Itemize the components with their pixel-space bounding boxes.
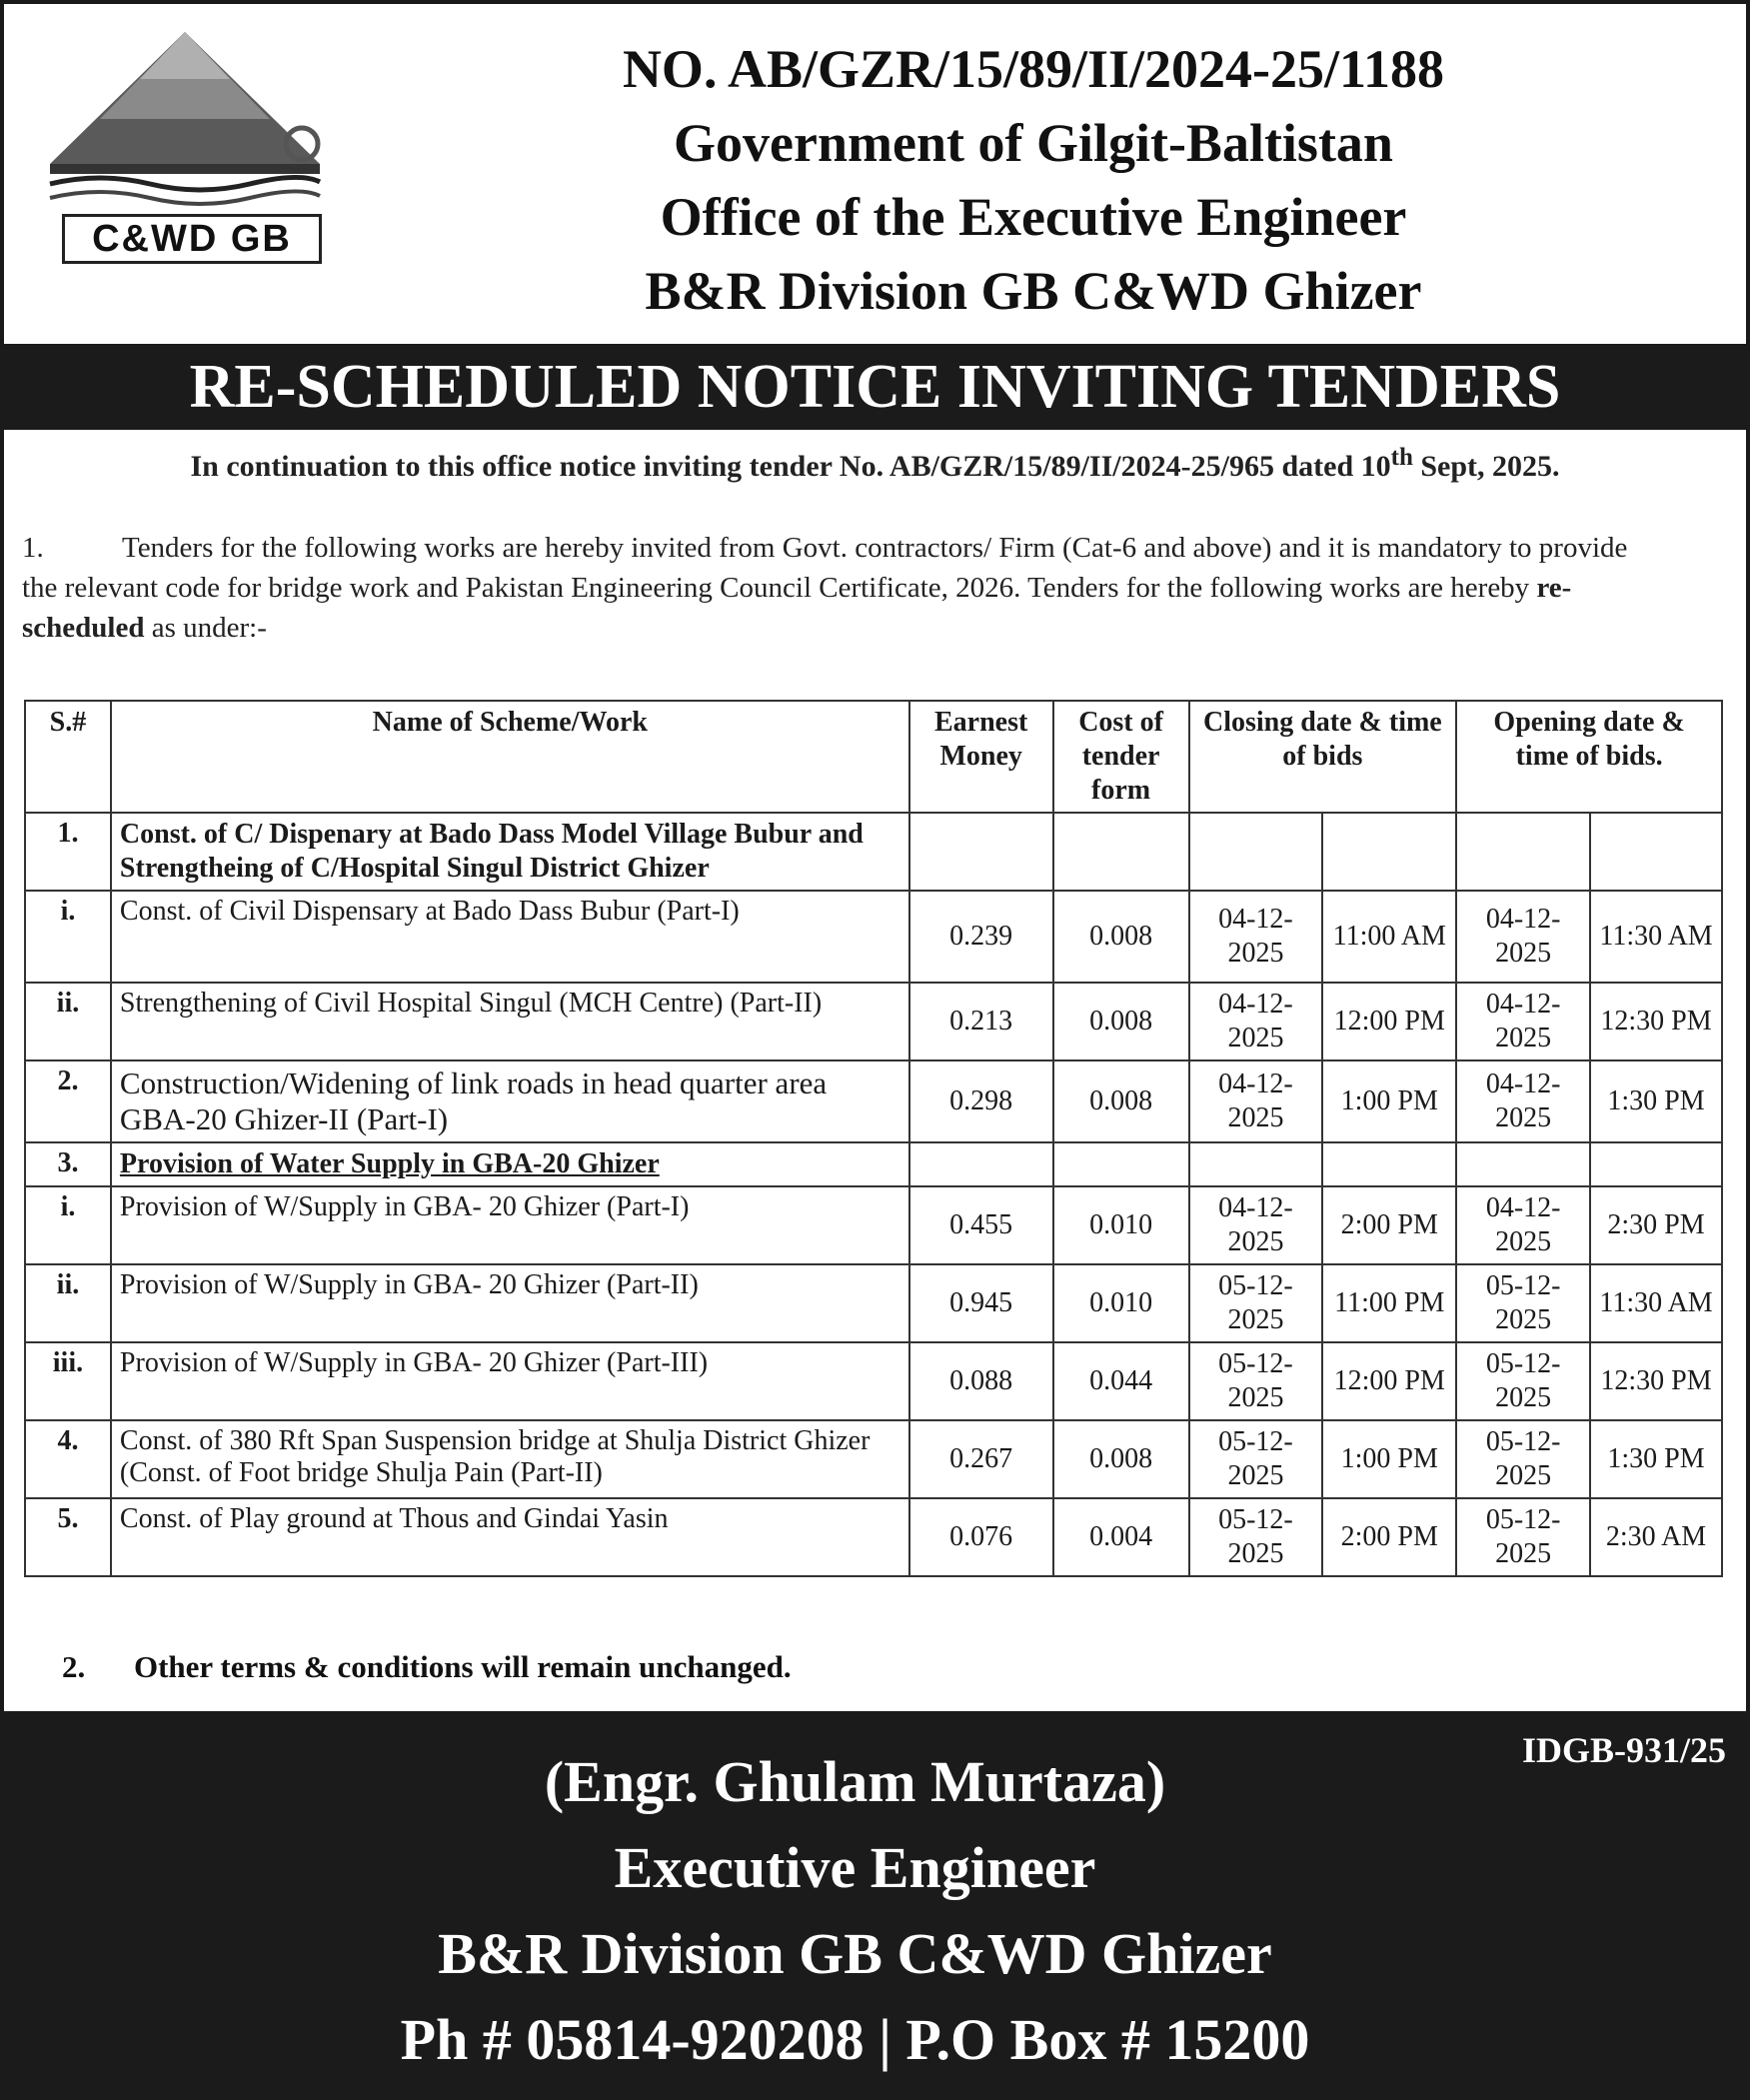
row-earnest: 0.267 <box>909 1420 1053 1498</box>
row-open-time: 11:30 AM <box>1590 891 1722 983</box>
tenders-table <box>24 700 1723 1577</box>
table-row <box>25 1342 1722 1420</box>
row-close-time: 11:00 AM <box>1322 891 1456 983</box>
row-close-date: 04-12-2025 <box>1189 891 1323 983</box>
row-open-date: 04-12-2025 <box>1456 891 1590 983</box>
row-open-date: 05-12-2025 <box>1456 1420 1590 1498</box>
row-name: Provision of W/Supply in GBA- 20 Ghizer (Part-I) <box>111 1186 909 1264</box>
cwd-logo <box>40 24 330 264</box>
table-row <box>25 1142 1722 1186</box>
table-row <box>25 1264 1722 1342</box>
row-open-time: 11:30 AM <box>1590 1264 1722 1342</box>
row-open-date: 04-12-2025 <box>1456 1186 1590 1264</box>
row-sn: 4. <box>25 1420 111 1498</box>
officer-division: B&R Division GB C&WD Ghizer <box>438 1921 1272 1986</box>
row-cost: 0.010 <box>1053 1264 1189 1342</box>
row-name: Const. of Civil Dispensary at Bado Dass Bubur (Part-I) <box>111 891 909 983</box>
row-cost: 0.008 <box>1053 891 1189 983</box>
government-name: Government of Gilgit-Baltistan <box>674 113 1393 173</box>
table-row <box>25 1186 1722 1264</box>
row-sn: i. <box>25 1186 111 1264</box>
officer-contact: Ph # 05814-920208 | P.O Box # 15200 <box>400 2007 1310 2072</box>
paragraph-2 <box>62 1649 792 1685</box>
row-close-date: 04-12-2025 <box>1189 1186 1323 1264</box>
row-name: Const. of 380 Rft Span Suspension bridge at Shulja District Ghizer (Const. of Foot bridge Shulja Pain (Part-II) <box>111 1420 909 1498</box>
row-cost: 0.008 <box>1053 983 1189 1060</box>
notice-title: RE-SCHEDULED NOTICE INVITING TENDERS <box>0 344 1750 430</box>
paragraph-2-number: 2. <box>62 1649 86 1684</box>
table-row <box>25 1060 1722 1142</box>
row-open-time: 12:30 PM <box>1590 983 1722 1060</box>
row-name: Strengthening of Civil Hospital Singul (MCH Centre) (Part-II) <box>111 983 909 1060</box>
row-sn: ii. <box>25 1264 111 1342</box>
header-closing: Closing date & time of bids <box>1189 701 1457 813</box>
row-name: Const. of Play ground at Thous and Gindai Yasin <box>111 1498 909 1576</box>
row-close-date: 05-12-2025 <box>1189 1342 1323 1420</box>
signature-footer <box>0 1711 1750 2100</box>
row-cost: 0.008 <box>1053 1060 1189 1142</box>
row-close-date: 04-12-2025 <box>1189 983 1323 1060</box>
row-close-date: 05-12-2025 <box>1189 1264 1323 1342</box>
table-row <box>25 1498 1722 1576</box>
signature-block <box>0 1739 1710 2083</box>
row-open-date: 04-12-2025 <box>1456 983 1590 1060</box>
header-lines <box>484 32 1583 328</box>
row-cost: 0.044 <box>1053 1342 1189 1420</box>
row-earnest: 0.088 <box>909 1342 1053 1420</box>
row-open-date: 05-12-2025 <box>1456 1498 1590 1576</box>
row-earnest: 0.076 <box>909 1498 1053 1576</box>
header-earnest: Earnest Money <box>909 701 1053 813</box>
row-name: Provision of W/Supply in GBA- 20 Ghizer (Part-II) <box>111 1264 909 1342</box>
table-row <box>25 813 1722 891</box>
row-name: Provision of Water Supply in GBA-20 Ghizer <box>111 1142 909 1186</box>
paragraph-number: 1. <box>22 532 44 564</box>
row-name: Provision of W/Supply in GBA- 20 Ghizer (Part-III) <box>111 1342 909 1420</box>
continuation-date: Sept, 2025. <box>1412 450 1560 483</box>
header-opening: Opening date & time of bids. <box>1456 701 1722 813</box>
row-open-date: 05-12-2025 <box>1456 1264 1590 1342</box>
advert-id: IDGB-931/25 <box>1521 1730 1726 1770</box>
row-cost: 0.010 <box>1053 1186 1189 1264</box>
table-header-row <box>25 701 1722 813</box>
row-close-date: 05-12-2025 <box>1189 1420 1323 1498</box>
office-name: Office of the Executive Engineer <box>660 187 1407 247</box>
row-sn: i. <box>25 891 111 983</box>
row-open-time: 2:30 AM <box>1590 1498 1722 1576</box>
row-close-time: 12:00 PM <box>1322 1342 1456 1420</box>
continuation-text: In continuation to this office notice inviting tender No. AB/GZR/15/89/II/2024-25/965 dated 10 <box>190 450 1391 483</box>
row-sn: 5. <box>25 1498 111 1576</box>
logo-text: C&WD GB <box>62 214 322 264</box>
row-cost: 0.008 <box>1053 1420 1189 1498</box>
row-earnest: 0.945 <box>909 1264 1053 1342</box>
row-close-time: 1:00 PM <box>1322 1420 1456 1498</box>
row-open-date: 05-12-2025 <box>1456 1342 1590 1420</box>
row-name: Construction/Widening of link roads in head quarter area GBA-20 Ghizer-II (Part-I) <box>111 1060 909 1142</box>
header-cost: Cost of tender form <box>1053 701 1189 813</box>
paragraph-1 <box>22 528 1641 648</box>
row-cost: 0.004 <box>1053 1498 1189 1576</box>
row-name: Const. of C/ Dispenary at Bado Dass Model Village Bubur and Strengtheing of C/Hospital Singul District Ghizer <box>111 813 909 891</box>
continuation-superscript: th <box>1390 444 1413 471</box>
reference-number: NO. AB/GZR/15/89/II/2024-25/1188 <box>622 39 1445 99</box>
notice-header <box>4 4 1746 344</box>
paragraph-text-end: as under:- <box>144 612 267 644</box>
row-open-time: 1:30 PM <box>1590 1420 1722 1498</box>
division-name: B&R Division GB C&WD Ghizer <box>645 261 1422 321</box>
table-row <box>25 891 1722 983</box>
row-earnest: 0.455 <box>909 1186 1053 1264</box>
row-sn: 2. <box>25 1060 111 1142</box>
row-open-time: 2:30 PM <box>1590 1186 1722 1264</box>
row-earnest: 0.298 <box>909 1060 1053 1142</box>
row-close-date: 05-12-2025 <box>1189 1498 1323 1576</box>
row-close-time: 2:00 PM <box>1322 1186 1456 1264</box>
notice-body <box>4 430 1746 1711</box>
row-close-time: 12:00 PM <box>1322 983 1456 1060</box>
row-sn: 1. <box>25 813 111 891</box>
row-sn: 3. <box>25 1142 111 1186</box>
continuation-line <box>4 444 1746 484</box>
row-sn: ii. <box>25 983 111 1060</box>
row-open-time: 1:30 PM <box>1590 1060 1722 1142</box>
paragraph-text: Tenders for the following works are hereby invited from Govt. contractors/ Firm (Cat-6 and above) and it is mandatory to provide the relevant code for bridge work and Pakistan Engineering Council Certificate, 2026. Tenders for the following works are hereby <box>22 532 1628 604</box>
row-close-time: 11:00 PM <box>1322 1264 1456 1342</box>
row-sn: iii. <box>25 1342 111 1420</box>
paragraph-2-text: Other terms & conditions will remain unchanged. <box>134 1649 792 1684</box>
row-earnest: 0.213 <box>909 983 1053 1060</box>
officer-name: (Engr. Ghulam Murtaza) <box>544 1749 1166 1814</box>
table-row <box>25 983 1722 1060</box>
table-row <box>25 1420 1722 1498</box>
row-close-time: 1:00 PM <box>1322 1060 1456 1142</box>
officer-designation: Executive Engineer <box>614 1835 1096 1900</box>
header-sn: S.# <box>25 701 111 813</box>
row-close-date: 04-12-2025 <box>1189 1060 1323 1142</box>
row-close-time: 2:00 PM <box>1322 1498 1456 1576</box>
row-earnest: 0.239 <box>909 891 1053 983</box>
row-open-time: 12:30 PM <box>1590 1342 1722 1420</box>
paragraph-bold-text: re-scheduled <box>22 572 1572 644</box>
header-name: Name of Scheme/Work <box>111 701 909 813</box>
row-open-date: 04-12-2025 <box>1456 1060 1590 1142</box>
